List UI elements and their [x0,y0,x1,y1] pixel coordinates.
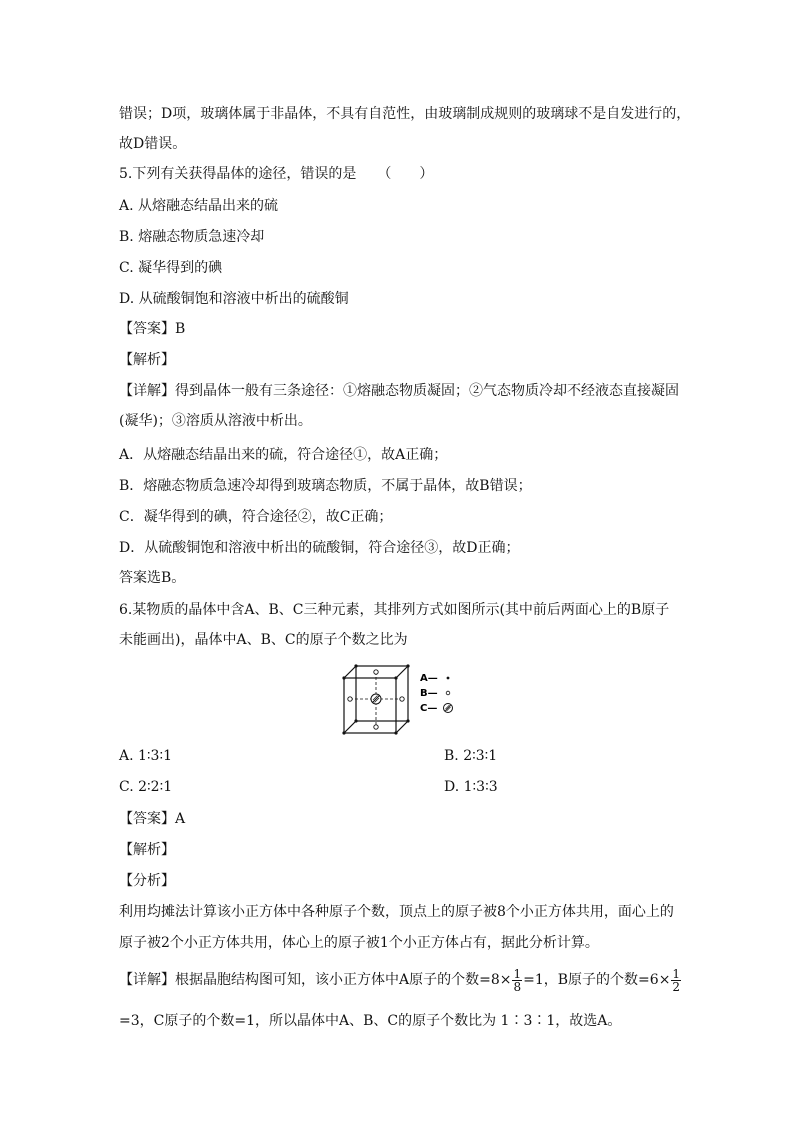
fenxi-label: 【分析】 [119,873,175,889]
legend-c-label: C— [420,703,438,714]
crystal-cell-figure [338,663,468,738]
explanation-d: D．从硫酸铜饱和溶液中析出的硫酸铜，符合途径③，故D正确； [119,540,520,556]
question-6-stem: 未能画出)，晶体中A、B、C的原子个数之比为 [119,632,408,648]
text-line: 错误；D项，玻璃体属于非晶体，不具有自范性，由玻璃制成规则的玻璃球不是自发进行的， [119,106,691,122]
detail-text: =1，B原子的个数=6× [523,972,671,988]
option-a: A. 1∶3∶1 [119,748,173,764]
option-c: C. 2∶2∶1 [119,779,173,795]
option-b: B. 熔融态物质急速冷却 [119,229,265,245]
legend-b-label: B— [420,688,438,699]
option-d: D. 1∶3∶3 [444,779,498,795]
conclusion: 答案选B。 [119,570,186,586]
answer-label: 【答案】A [119,811,186,827]
fraction-one-eighth: $\frac{1}{8}$ [513,966,522,994]
analysis-text: 利用均摊法计算该小正方体中各种原子个数，顶点上的原子被8个小正方体共用，面心上的 [119,904,674,920]
option-b: B. 2∶3∶1 [444,748,498,764]
detail-text: 【详解】得到晶体一般有三条途径：①熔融态物质凝固；②气态物质冷却不经液态直接凝固 [119,383,679,399]
detail-equation-line [119,963,682,997]
analysis-text: 原子被2个小正方体共用，体心上的原子被1个小正方体占有，据此分析计算。 [119,935,599,951]
explanation-c: C．凝华得到的碘，符合途径②，故C正确； [119,509,393,525]
explanation-b: B．熔融态物质急速冷却得到玻璃态物质，不属于晶体，故B错误； [119,478,532,494]
text-line: 故D错误。 [119,136,187,152]
detail-text: (凝华)；③溶质从溶液中析出。 [119,413,312,429]
explanation-a: A．从熔融态结晶出来的硫，符合途径①，故A正确； [119,447,448,463]
question-6-stem: 6.某物质的晶体中含A、B、C三种元素，其排列方式如图所示(其中前后两面心上的B原子 [119,602,670,618]
analysis-label: 【解析】 [119,352,175,368]
fraction-one-half: $\frac{1}{2}$ [672,966,681,994]
detail-text: =3，C原子的个数=1，所以晶体中A、B、C的原子个数比为 1∶3∶1，故选A。 [119,1013,622,1029]
option-a: A. 从熔融态结晶出来的硫 [119,198,279,214]
legend-a-label: A— [420,673,438,684]
option-d: D. 从硫酸铜饱和溶液中析出的硫酸铜 [119,291,349,307]
answer-label: 【答案】B [119,321,186,337]
question-5-stem: 5.下列有关获得晶体的途径，错误的是 （ ） [119,166,434,182]
crystal-cell-svg [338,663,468,738]
analysis-label: 【解析】 [119,842,175,858]
detail-text: 【详解】根据晶胞结构图可知，该小正方体中A原子的个数=8× [119,972,512,988]
option-c: C. 凝华得到的碘 [119,260,223,276]
